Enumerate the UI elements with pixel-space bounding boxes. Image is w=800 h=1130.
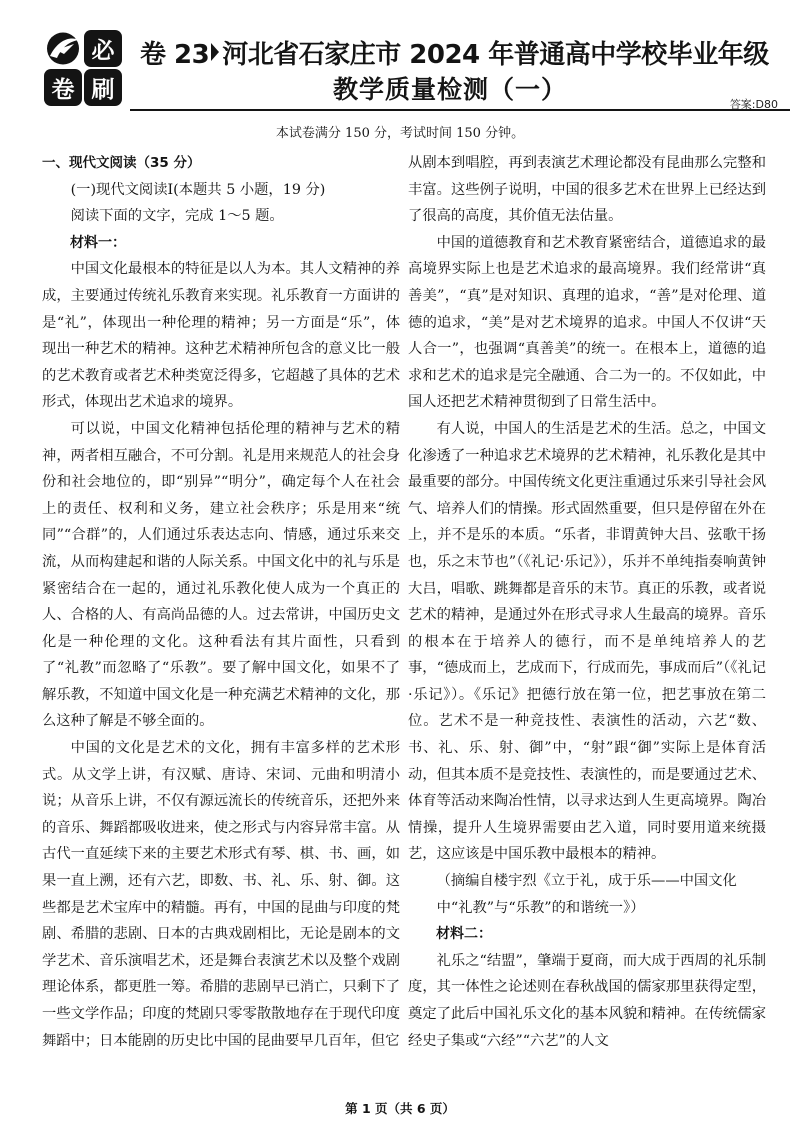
page-title [140,32,780,72]
exam-note: 本试卷满分 150 分，考试时间 150 分钟。 [275,126,525,141]
logo-swoosh-icon [44,30,82,67]
paragraph: 从剧本到唱腔，再到表演艺术理论都没有昆曲那么完整和丰富。这些例子说明，中国的很多艺术在世界上已经达到了很高的高度，其价值无法估量。 [408,155,766,225]
title-main: 河北省石家庄市 2024 年普通高中学校毕业年级 [222,39,769,70]
paragraph: 中国的道德教育和艺术教育紧密结合，道德追求的最高境界实际上也是艺术追求的最高境界。我们经常讲“真善美”，“真”是对知识、真理的追求，“善”是对伦理、道德的追求，“美”是对艺术境界的追求。中国人不仅讲“天人合一”，也强调“真善美”的统一。在根本上，道德的追求和艺术的追求是完全融通、合二为一的。不仅如此，中国人还把艺术精神贯彻到了日常生活中。 [408,234,766,411]
page-number: 第 1 页（共 6 页） [345,1101,455,1116]
material-label: 材料一： [70,234,126,251]
triangle-icon [211,43,219,61]
subsection-heading: (一)现代文阅读Ⅰ(本题共 5 小题，19 分) [70,181,326,198]
logo-char-shua: 刷 [84,69,122,106]
answer-code: 答案:D80 [729,98,778,111]
left-column [42,150,400,1054]
paragraph: 中国的文化是艺术的文化，拥有丰富多样的艺术形式。从文学上讲，有汉赋、唐诗、宋词、元曲和明清小说；从音乐上讲，不仅有源远流长的传统音乐，还把外来的音乐、舞蹈都吸收进来，使之形式与内容异常丰富。从古代一直延续下来的主要艺术形式有琴、棋、书、画，如果一直上溯，还有六艺，即数、书、礼、乐、射、御。这些都是艺术宝库中的精髓。再有，中国的昆曲与印度的梵剧、希腊的悲剧、日本的古典戏剧相比，无论是剧本的文学艺术、音乐演唱艺术，还是舞台表演艺术以及整个戏剧理论体系，都更胜一筹。希腊的悲剧早已消亡，只剩下了一些文学作品；印度的梵剧只零零散散地存在于现代印度舞蹈中；日本能剧的历史比中国的昆曲要早几百年，但它 [42,740,400,1049]
logo-char-juan: 卷 [44,69,82,106]
logo-char-bi: 必 [84,30,122,67]
title-prefix: 卷 23 [140,39,210,70]
logo [44,30,122,106]
paragraph: 有人说，中国人的生活是艺术的生活。总之，中国文化渗透了一种追求艺术境界的艺术精神，礼乐教化是其中最重要的部分。中国传统文化更注重通过乐来引导社会风气、培养人们的情操。形式固然重要，但只是停留在外在上，并不是乐的本质。“乐者，非谓黄钟大吕、弦歌干扬也，乐之末节也”（《礼记·乐记》），乐并不单纯指奏响黄钟大吕，唱歌、跳舞都是音乐的末节。真正的乐教，或者说艺术的精神，是通过外在形式寻求人生最高的境界。音乐的根本在于培养人的德行，而不是单纯培养人的艺事，“德成而上，艺成而下，行成而先，事成而后”（《礼记·乐记》）。《乐记》把德行放在第一位，把艺事放在第二位。艺术不是一种竞技性、表演性的活动，六艺“数、书、礼、乐、射、御”中，“射”跟“御”实际上是体育活动，但其本质不是竞技性、表演性的，而是要通过艺术、体育等活动来陶冶性情，以寻求达到人生更高境界。陶冶情操，提升人生境界需要由艺入道，同时要用道来统摄艺，这应该是中国乐教中最根本的精神。 [408,420,766,863]
material-label: 材料二： [436,926,492,943]
page-subtitle: 教学质量检测（一） [332,75,567,104]
header-divider [130,109,790,111]
section-heading: 一、现代文阅读（35 分） [42,155,201,171]
source-citation: （摘编自楼宇烈《立于礼，成于乐——中国文化中“礼教”与“乐教”的和谐统一》） [436,873,737,916]
instruction: 阅读下面的文字，完成 1～5 题。 [70,208,284,225]
paragraph: 可以说，中国文化精神包括伦理的精神与艺术的精神，两者相互融合，不可分割。礼是用来规范人的社会身份和社会地位的，即“别异”“明分”，确定每个人在社会上的责任、权利和义务，建立社会秩序；乐是用来“统同”“合群”的，人们通过乐表达志向、情感，通过乐来交流，从而构建起和谐的人际关系。中国文化中的礼与乐是紧密结合在一起的，通过礼乐教化使人成为一个真正的人、合格的人、有高尚品德的人。过去常讲，中国历史文化是一种伦理的文化。这种看法有其片面性，只看到了“礼教”而忽略了“乐教”。要了解中国文化，如果不了解乐教，不知道中国文化是一种充满艺术精神的文化，那么这种了解是不够全面的。 [42,420,400,730]
paragraph: 礼乐之“结盟”，肇端于夏商，而大成于西周的礼乐制度，其一体性之论述则在春秋战国的儒家那里获得定型，奠定了此后中国礼乐文化的基本风貌和精神。在传统儒家经史子集或“六经”“六艺”的人文 [408,952,766,1049]
paragraph: 中国文化最根本的特征是以人为本。其人文精神的养成，主要通过传统礼乐教育来实现。礼乐教育一方面讲的是“礼”，体现出一种伦理的精神；另一方面是“乐”，体现出一种艺术的精神。这种艺术精神所包含的意义比一般的艺术教育或者艺术种类宽泛得多，它超越了具体的艺术形式，体现出艺术追求的境界。 [42,261,400,411]
right-column [408,150,766,1054]
